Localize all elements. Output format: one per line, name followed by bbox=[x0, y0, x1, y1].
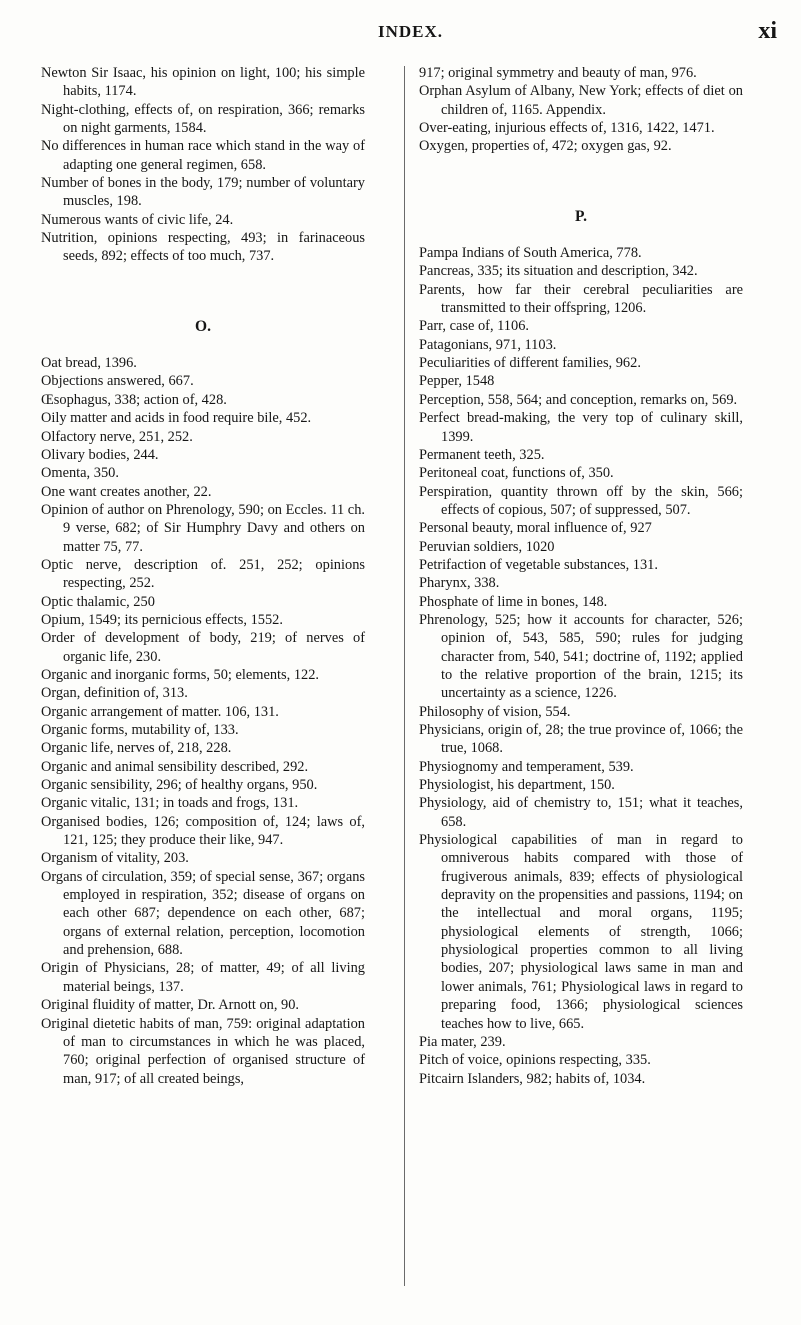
section-n-entries bbox=[41, 64, 365, 266]
index-entry: Permanent teeth, 325. bbox=[419, 446, 545, 463]
index-entry: Patagonians, 971, 1103. bbox=[419, 336, 557, 353]
index-entry: Perfect bread-making, the very top of culinary skill, 1399. bbox=[419, 410, 743, 445]
index-entry: Phrenology, 525; how it accounts for character, 526; opinion of, 543, 585, 590; rules for judging character from, 540, 541; doctrine of, 1192; applied to the relative proportion of the brain, 1215; its uncertainty as a science, 1226. bbox=[419, 611, 743, 702]
index-entry: Orphan Asylum of Albany, New York; effects of diet on children of, 1165. Appendix. bbox=[419, 83, 743, 118]
index-entry: Perception, 558, 564; and conception, remarks on, 569. bbox=[419, 391, 738, 408]
index-entry: Oxygen, properties of, 472; oxygen gas, 92. bbox=[419, 138, 672, 155]
index-entry: Omenta, 350. bbox=[41, 465, 119, 482]
index-entry: Pitcairn Islanders, 982; habits of, 1034. bbox=[419, 1070, 646, 1087]
index-entry: Olivary bodies, 244. bbox=[41, 446, 159, 463]
index-entry: Parr, case of, 1106. bbox=[419, 318, 529, 335]
page-header bbox=[0, 18, 801, 62]
index-entry: Opium, 1549; its pernicious effects, 1552. bbox=[41, 611, 283, 628]
index-entry: Physiognomy and temperament, 539. bbox=[419, 758, 634, 775]
index-entry: Pitch of voice, opinions respecting, 335. bbox=[419, 1052, 651, 1069]
index-entry: Pepper, 1548 bbox=[419, 373, 495, 390]
index-entry: Peruvian soldiers, 1020 bbox=[419, 538, 555, 555]
index-entry: Organism of vitality, 203. bbox=[41, 850, 189, 867]
index-entry: Petrifaction of vegetable substances, 131. bbox=[419, 556, 658, 573]
index-entry: Philosophy of vision, 554. bbox=[419, 703, 571, 720]
index-entry: Optic thalamic, 250 bbox=[41, 593, 155, 610]
index-entry: Organic vitalic, 131; in toads and frogs, 131. bbox=[41, 795, 299, 812]
index-entry: Number of bones in the body, 179; number of voluntary muscles, 198. bbox=[41, 175, 365, 210]
index-entry: Oily matter and acids in food require bile, 452. bbox=[41, 410, 312, 427]
index-entry: Organised bodies, 126; composition of, 124; laws of, 121, 125; they produce their like, 947. bbox=[41, 813, 365, 849]
index-entry: Organ, definition of, 313. bbox=[41, 685, 188, 702]
index-entry: Organic life, nerves of, 218, 228. bbox=[41, 740, 232, 757]
index-entry: Order of development of body, 219; of nerves of organic life, 230. bbox=[41, 630, 365, 665]
index-entry: Pampa Indians of South America, 778. bbox=[419, 245, 642, 262]
index-entry: Original dietetic habits of man, 759: original adaptation of man to circumstances in which he was placed, 760; original perfection of organised structure of man, 917; of all created beings, bbox=[41, 1015, 365, 1087]
left-column bbox=[41, 64, 365, 1088]
index-entry: Physiologist, his department, 150. bbox=[419, 777, 615, 794]
index-entry: Organic arrangement of matter. 106, 131. bbox=[41, 703, 279, 720]
section-letter-o: O. bbox=[195, 317, 211, 335]
index-entry: Pia mater, 239. bbox=[419, 1033, 506, 1050]
index-entry: Objections answered, 667. bbox=[41, 373, 194, 390]
index-entry: Peculiarities of different families, 962. bbox=[419, 355, 641, 372]
index-entry: Over-eating, injurious effects of, 1316, 1422, 1471. bbox=[419, 120, 715, 137]
index-entry: Organic and animal sensibility described, 292. bbox=[41, 758, 309, 775]
index-entry: Numerous wants of civic life, 24. bbox=[41, 211, 234, 228]
index-entry: Organic and inorganic forms, 50; elements, 122. bbox=[41, 666, 320, 683]
running-title: INDEX. bbox=[378, 22, 444, 41]
index-entry: Parents, how far their cerebral peculiarities are transmitted to their offspring, 1206. bbox=[419, 281, 743, 317]
index-entry: Physiology, aid of chemistry to, 151; what it teaches, 658. bbox=[419, 795, 743, 830]
column-divider bbox=[404, 66, 405, 1286]
index-entry: Organs of circulation, 359; of special sense, 367; organs employed in respiration, 352; disease of organs on each other 687; dependence on each other, 687; organs of external relation, perception, locomotion and prehension, 688. bbox=[41, 868, 365, 959]
index-entry: Perspiration, quantity thrown off by the skin, 566; effects of copious, 507; of suppressed, 507. bbox=[419, 483, 743, 518]
index-entry: One want creates another, 22. bbox=[41, 483, 212, 500]
index-entry: No differences in human race which stand in the way of adapting one general regimen, 658. bbox=[41, 138, 365, 173]
page-number: xi bbox=[758, 18, 777, 44]
section-p-entries bbox=[419, 244, 743, 1088]
index-entry: Olfactory nerve, 251, 252. bbox=[41, 428, 193, 445]
index-entry: Œsophagus, 338; action of, 428. bbox=[41, 391, 227, 408]
right-column bbox=[419, 64, 743, 1088]
index-entry: Personal beauty, moral influence of, 927 bbox=[419, 520, 652, 537]
index-entry: Nutrition, opinions respecting, 493; in farinaceous seeds, 892; effects of too much, 737. bbox=[41, 230, 365, 265]
index-entry: Night-clothing, effects of, on respiration, 366; remarks on night garments, 1584. bbox=[41, 101, 365, 137]
index-entry: Opinion of author on Phrenology, 590; on Eccles. 11 ch. 9 verse, 682; of Sir Humphry Davy and others on matter 75, 77. bbox=[41, 501, 365, 555]
index-entry: Oat bread, 1396. bbox=[41, 355, 137, 372]
index-entry: Physicians, origin of, 28; the true province of, 1066; the true, 1068. bbox=[419, 722, 743, 757]
index-entry: Optic nerve, description of. 251, 252; opinions respecting, 252. bbox=[41, 556, 365, 592]
index-entry: Organic forms, mutability of, 133. bbox=[41, 722, 239, 738]
index-entry: Peritoneal coat, functions of, 350. bbox=[419, 465, 614, 482]
index-entry: Original fluidity of matter, Dr. Arnott on, 90. bbox=[41, 997, 300, 1014]
index-entry: Newton Sir Isaac, his opinion on light, 100; his simple habits, 1174. bbox=[41, 65, 365, 100]
index-entry: Physiological capabilities of man in regard to omniverous habits compared with those of frugiverous animals, 839; effects of physiological depravity on the propensities and passions, 1194; on the intellectual and moral organs, 1195; physiological elements of strength, 1066; physiological properties common to all living bodies, 207; physiological laws same in man and lower animals, 761; Physiological laws in regard to preparing food, 1366; physiological sciences teaches how to live, 665. bbox=[419, 832, 743, 1032]
section-o-continued-entries bbox=[419, 64, 743, 156]
index-entry: 917; original symmetry and beauty of man, 976. bbox=[419, 65, 697, 81]
index-entry: Pancreas, 335; its situation and description, 342. bbox=[419, 263, 698, 280]
index-entry: Organic sensibility, 296; of healthy organs, 950. bbox=[41, 777, 318, 794]
index-entry: Origin of Physicians, 28; of matter, 49; of all living material beings, 137. bbox=[41, 960, 365, 995]
index-entry: Phosphate of lime in bones, 148. bbox=[419, 593, 608, 610]
section-letter-p: P. bbox=[575, 207, 587, 225]
section-o-entries bbox=[41, 354, 365, 1088]
index-entry: Pharynx, 338. bbox=[419, 575, 500, 592]
